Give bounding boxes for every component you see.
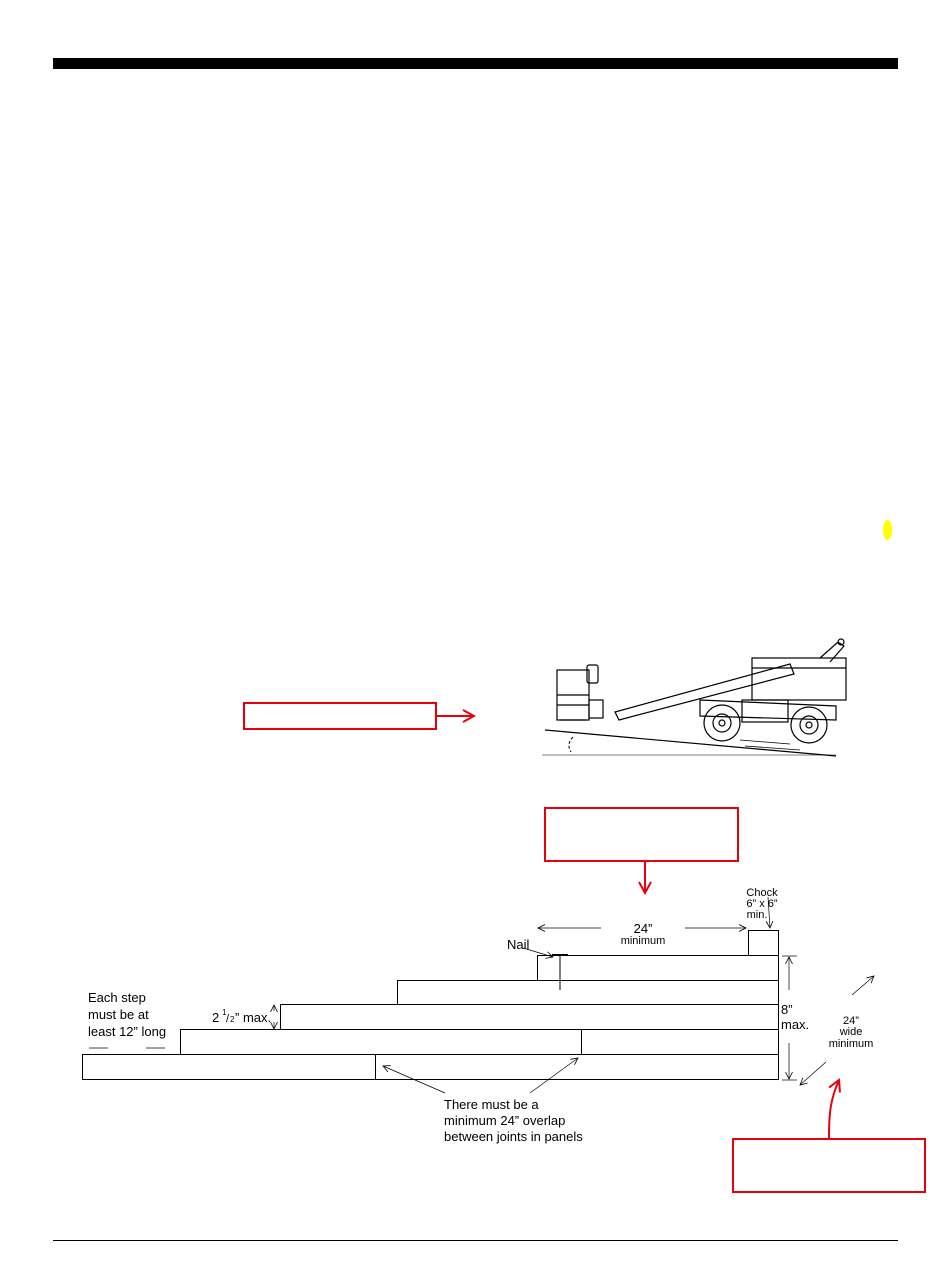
step-length-line1: Each step xyxy=(88,990,146,1005)
step-panel-3 xyxy=(281,1005,779,1030)
width-label-line1: 24” xyxy=(843,1015,859,1027)
step-panel-2 xyxy=(181,1030,779,1055)
step-height-rest: ” max. xyxy=(235,1010,272,1025)
step-panel-4 xyxy=(398,981,779,1005)
step-height-numerator: 1 xyxy=(222,1008,227,1017)
footer-rule xyxy=(53,1240,898,1241)
total-height-line2: max. xyxy=(781,1017,810,1032)
chock-block xyxy=(749,931,779,956)
step-length-line2: must be at xyxy=(88,1007,149,1022)
callout-box-width xyxy=(732,1138,926,1193)
callout-box-incline xyxy=(243,702,437,730)
span-label-line1: 24” xyxy=(633,921,653,936)
total-height-line1: 8” xyxy=(781,1002,793,1017)
callout-arrow-up xyxy=(829,1080,839,1138)
chock-label-line1: Chock xyxy=(746,887,778,899)
span-label-line2: minimum xyxy=(620,935,666,947)
step-bottom-panel xyxy=(83,1055,779,1080)
nail-label: Nail xyxy=(507,937,530,952)
boom-lift-illustration xyxy=(542,639,846,756)
cribbing-steps xyxy=(83,931,779,1080)
callout-box-steps xyxy=(544,807,739,862)
chock-label-line3: min. xyxy=(746,909,768,921)
step-length-line3: least 12” long xyxy=(88,1024,167,1039)
overlap-label-line1: There must be a xyxy=(444,1097,539,1112)
step-height-whole: 2 xyxy=(212,1010,220,1025)
overlap-label-line3: between joints in panels xyxy=(444,1129,583,1144)
width-label-line2: wide xyxy=(839,1026,863,1038)
chock-label-line2: 6” x 6” xyxy=(746,898,778,910)
step-height-slash: / xyxy=(226,1013,230,1025)
overlap-label-line2: minimum 24” overlap xyxy=(444,1113,566,1128)
step-top-panel xyxy=(538,956,779,981)
width-label-line3: minimum xyxy=(828,1038,874,1050)
step-height-denominator: 2 xyxy=(230,1015,235,1024)
